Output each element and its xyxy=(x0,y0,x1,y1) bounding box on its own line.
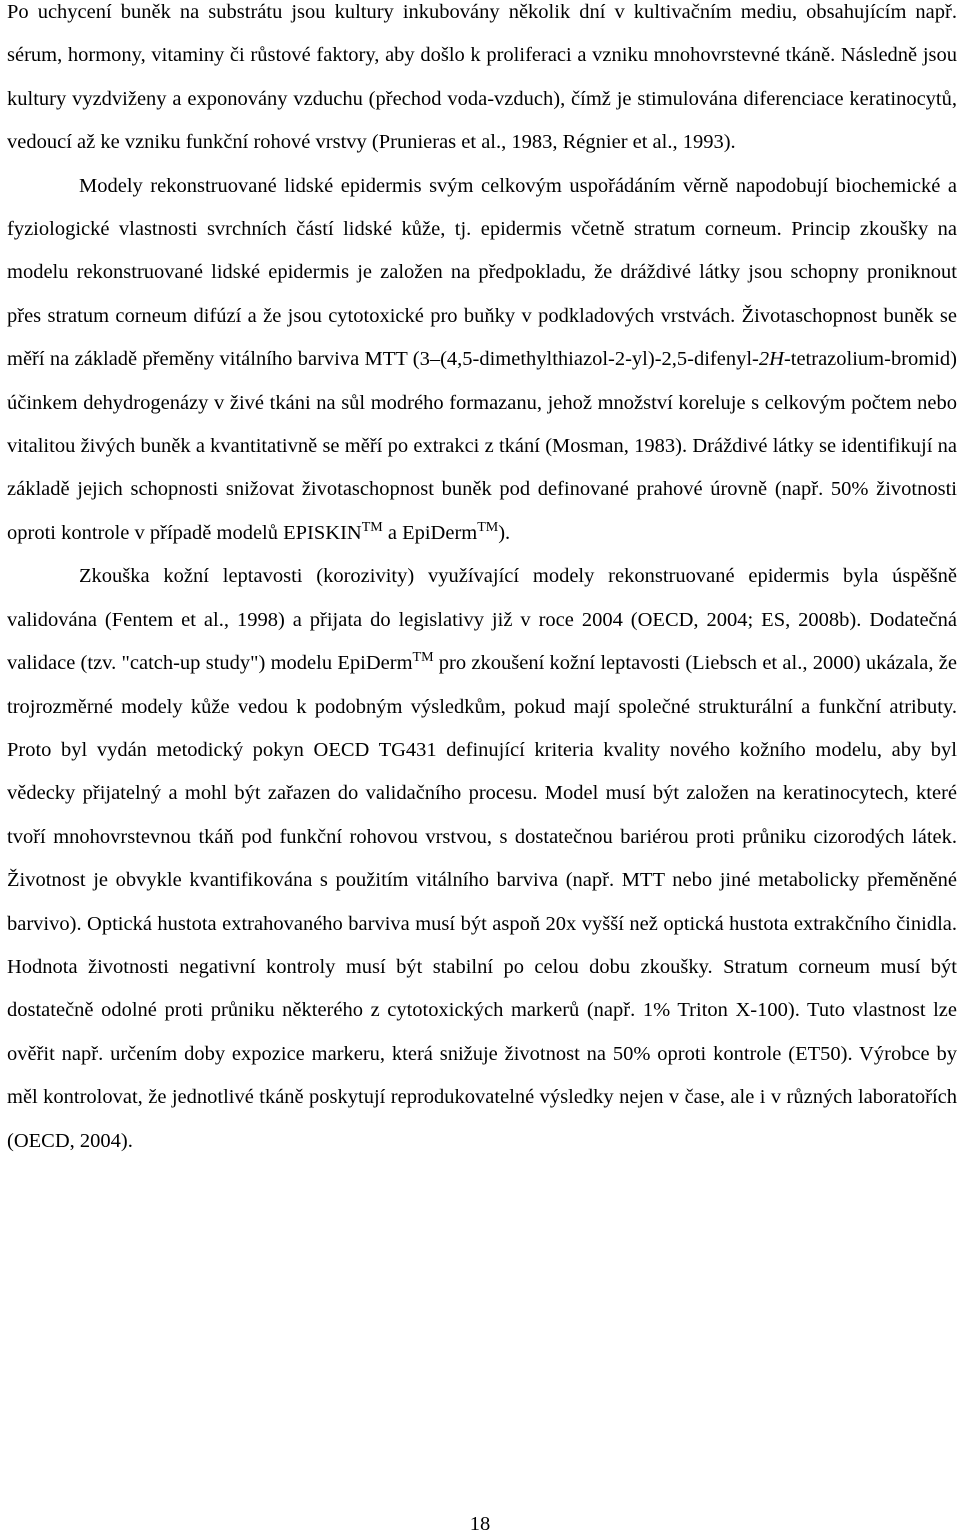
trademark-superscript: TM xyxy=(412,650,434,666)
page-number: 18 xyxy=(469,1513,491,1535)
paragraph-corrosivity-test xyxy=(7,555,957,1163)
paragraph-2-text-c: a EpiDerm xyxy=(382,521,478,544)
paragraph-2-text-a: Modely rekonstruované lidské epidermis svým celkovým uspořádáním věrně napodobují biochemické a fyziologické vlastnosti svrchních částí lidské kůže, tj. epidermis včetně stratum corneum. Princip zkoušky na modelu rekonstruované lidské epidermis je založen na předpokladu, že dráždivé látky jsou schopny proniknout přes stratum corneum difúzí a že jsou cytotoxické pro buňky v podkladových vrstvách. Životaschopnost buněk se měří na základě přeměny vitálního barviva MTT (3–(4,5-dimethylthiazol-2-yl)-2,5-difenyl- xyxy=(7,174,957,371)
trademark-superscript: TM xyxy=(477,519,499,535)
paragraph-2-italic-h: 2H xyxy=(758,348,784,371)
paragraph-1-text: Po uchycení buněk na substrátu jsou kultury inkubovány několik dní v kultivačním mediu, obsahujícím např. sérum, hormony, vitaminy či růstové faktory, aby došlo k proliferaci a vzniku mnohovrstevné tkáně. Následně jsou kultury vyzdviženy a exponovány vzduchu (přechod voda-vzduch), čímž je stimulována diferenciace keratinocytů, vedoucí až ke vzniku funkční rohové vrstvy (Prunieras et al., 1983, Régnier et al., 1993). xyxy=(7,1,957,154)
paragraph-2-text-d: ). xyxy=(498,521,511,544)
paragraph-epidermis-models xyxy=(7,165,957,556)
paragraph-3-text-b: pro zkoušení kožní leptavosti (Liebsch et al., 2000) ukázala, že trojrozměrné modely kůže vedou k podobným výsledkům, pokud mají společné strukturální a funkční atributy. Proto byl vydán metodický pokyn OECD TG431 definující kriteria kvality nového kožního modelu, aby byl vědecky přijatelný a mohl být zařazen do validačního procesu. Model musí být založen na keratinocytech, které tvoří mnohovrstevnou tkáň pod funkční rohovou vrstvou, s dostatečnou bariérou proti průniku cizorodých látek. Životnost je obvykle kvantifikována s použitím vitálního barviva (např. MTT nebo jiné metabolicky přeměněné barvivo). Optická hustota extrahovaného barviva musí být aspoň 20x vyšší než optická hustota extrakčního činidla. Hodnota životnosti negativní kontroly musí být stabilní po celou dobu zkoušky. Stratum corneum musí být dostatečně odolné proti průniku některého z cytotoxických markerů (např. 1% Triton X-100). Tuto vlastnost lze ověřit např. určením doby expozice markeru, která snižuje životnost na 50% oproti kontrole (ET50). Výrobce by měl kontrolovat, že jednotlivé tkáně poskytují reprodukovatelné výsledky nejen v čase, ale i v různých laboratořích (OECD, 2004). xyxy=(7,652,958,1152)
paragraph-culture-inkubation xyxy=(7,0,957,165)
paragraph-2-text-b: -tetrazolium-bromid) účinkem dehydrogenázy v živé tkáni na sůl modrého formazanu, jehož množství koreluje s celkovým počtem nebo vitalitou živých buněk a kvantitativně se měří po extrakci z tkání (Mosman, 1983). Dráždivé látky se identifikují na základě jejich schopnosti snižovat životaschopnost buněk pod definované prahové úrovně (např. 50% životnosti oproti kontrole v případě modelů EPISKIN xyxy=(7,348,957,544)
trademark-superscript: TM xyxy=(361,519,383,535)
paragraph-3-text-a: Zkouška kožní leptavosti (korozivity) využívající modely rekonstruované epidermis byla úspěšně validována (Fentem et al., 1998) a přijata do legislativy již v roce 2004 (OECD, 2004; ES, 2008b). Dodatečná validace (tzv. "catch-up study") modelu EpiDerm xyxy=(7,565,957,675)
document-body xyxy=(7,0,957,1163)
